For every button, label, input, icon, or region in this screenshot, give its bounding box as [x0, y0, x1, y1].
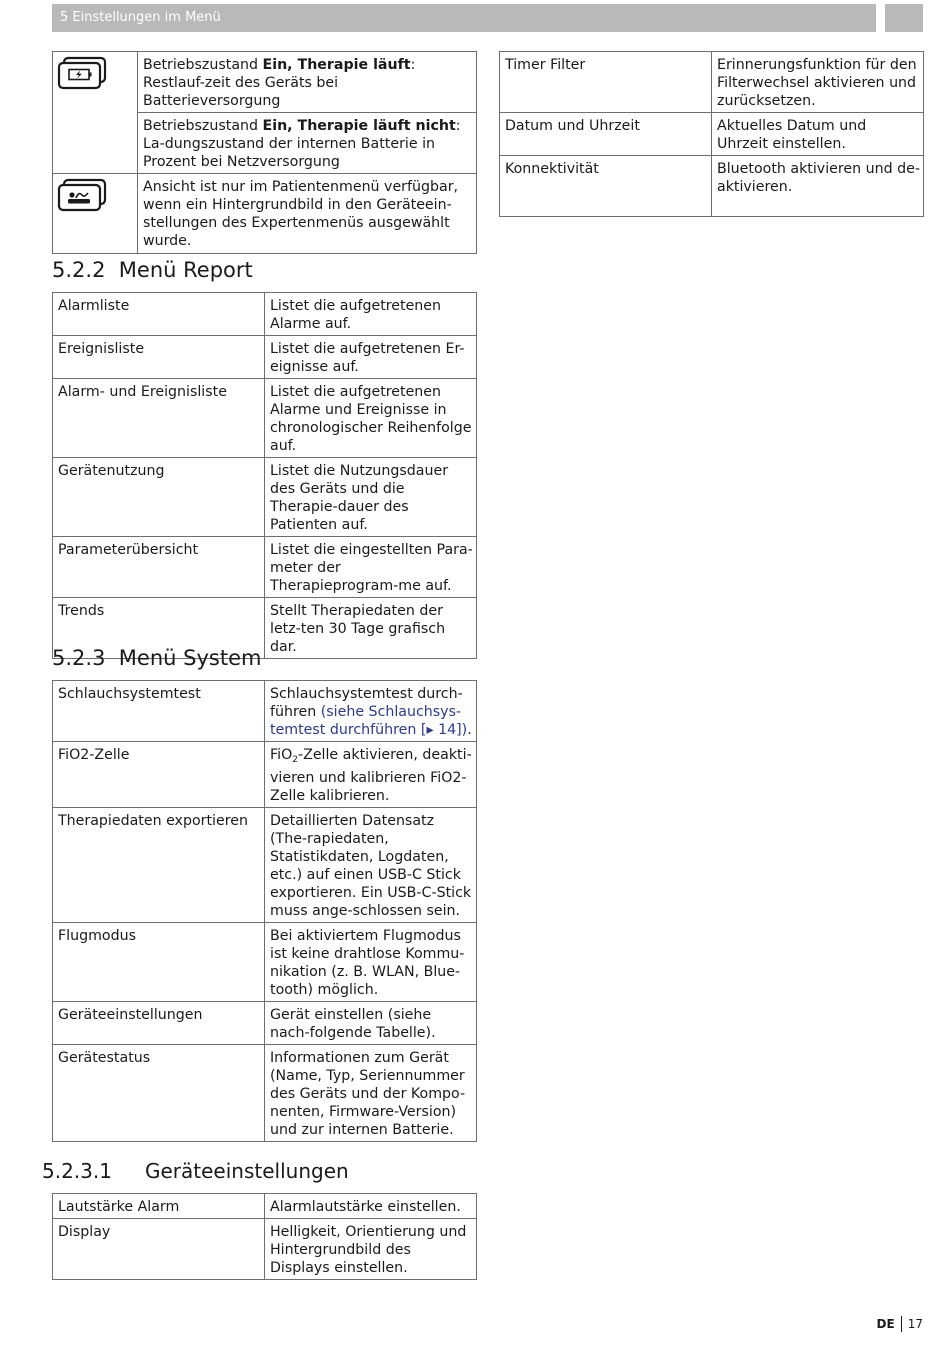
status-not-running-cell: Betriebszustand Ein, Therapie läuft nicht: La-dungszustand der internen Batterie in Prozent bei Netzversorgung [138, 113, 477, 174]
row-label: Alarm- und Ereignisliste [53, 379, 265, 458]
status-view-table [52, 51, 477, 254]
table-row [53, 379, 477, 458]
header-tab-block [885, 4, 923, 32]
row-label: Konnektivität [500, 156, 712, 217]
row-label: Gerätestatus [53, 1045, 265, 1142]
row-desc: Schlauchsystemtest durch-führen (siehe Schlauchsys-temtest durchführen [▸ 14]). [265, 681, 477, 742]
row-desc: Detaillierten Datensatz (The-rapiedaten, Statistikdaten, Logdaten, etc.) auf einen USB-C Stick exportieren. Ein USB-C-Stick muss ange-schlossen sein. [265, 808, 477, 923]
row-label: Therapiedaten exportieren [53, 808, 265, 923]
row-label: Geräteeinstellungen [53, 1002, 265, 1045]
page-number: 17 [907, 1317, 923, 1331]
running-header: 5 Einstellungen im Menü [52, 4, 876, 32]
row-desc: Bluetooth aktivieren und de-aktivieren. [712, 156, 924, 217]
table-row [53, 293, 477, 336]
table-row [53, 336, 477, 379]
subscript: 2 [292, 755, 298, 765]
row-desc: Informationen zum Gerät (Name, Typ, Seriennummer des Geräts und der Kompo-nenten, Firmware-Version) und zur internen Batterie. [265, 1045, 477, 1142]
language-code: DE [876, 1317, 895, 1331]
row-desc: Listet die aufgetretenen Er-eignisse auf. [265, 336, 477, 379]
battery-display-icon [57, 56, 107, 90]
status-not-running-bold: Ein, Therapie läuft nicht [262, 118, 456, 134]
row-label: Alarmliste [53, 293, 265, 336]
row-label: Timer Filter [500, 52, 712, 113]
page-footer [877, 1316, 923, 1332]
row-label: Trends [53, 598, 265, 659]
table-row [53, 742, 477, 808]
status-running-cell: Betriebszustand Ein, Therapie läuft: Restlauf-zeit des Geräts bei Batterieversorgung [138, 52, 477, 113]
table-row [53, 681, 477, 742]
section-heading-system: 5.2.3 Menü System [52, 646, 262, 670]
row-desc: Bei aktiviertem Flugmodus ist keine drahtlose Kommu-nikation (z. B. WLAN, Blue-tooth) möglich. [265, 923, 477, 1002]
row-desc: Erinnerungsfunktion für den Filterwechsel aktivieren und zurücksetzen. [712, 52, 924, 113]
table-row [53, 808, 477, 923]
row-desc: Alarmlautstärke einstellen. [265, 1194, 477, 1219]
table-row [53, 1045, 477, 1142]
row-label: Lautstärke Alarm [53, 1194, 265, 1219]
row-desc: Helligkeit, Orientierung und Hintergrundbild des Displays einstellen. [265, 1219, 477, 1280]
row-desc: Listet die Nutzungsdauer des Geräts und die Therapie-dauer des Patienten auf. [265, 458, 477, 537]
row-desc: Stellt Therapiedaten der letz-ten 30 Tage grafisch dar. [265, 598, 477, 659]
report-table [52, 292, 477, 659]
row-desc: FiO$_2$-Zelle aktivieren, deakti-vieren und kalibrieren FiO2-Zelle kalibrieren. [265, 742, 477, 808]
row-label: FiO2-Zelle [53, 742, 265, 808]
settings-table-right [499, 51, 924, 217]
table-row [53, 537, 477, 598]
patient-icon-cell [53, 174, 138, 254]
table-row [53, 923, 477, 1002]
patient-view-cell: Ansicht ist nur im Patientenmenü verfügbar, wenn ein Hintergrundbild in den Geräteein-stellungen des Expertenmenüs ausgewählt wurde. [138, 174, 477, 254]
footer-divider [901, 1316, 902, 1332]
row-label: Gerätenutzung [53, 458, 265, 537]
status-running-bold: Ein, Therapie läuft [262, 57, 411, 73]
table-row [500, 156, 924, 217]
row-label: Display [53, 1219, 265, 1280]
row-desc: Gerät einstellen (siehe nach-folgende Tabelle). [265, 1002, 477, 1045]
table-row [53, 1219, 477, 1280]
table-row [500, 52, 924, 113]
section-heading-report: 5.2.2 Menü Report [52, 258, 253, 282]
patient-background-display-icon [57, 178, 107, 212]
table-row [500, 113, 924, 156]
table-row [53, 1002, 477, 1045]
status-icon-cell [53, 52, 138, 174]
system-table [52, 680, 477, 1142]
table-row [53, 458, 477, 537]
cross-reference-link[interactable]: (siehe Schlauchsys-temtest durchführen [▸ 14]) [270, 704, 468, 738]
row-desc: Listet die aufgetretenen Alarme auf. [265, 293, 477, 336]
row-desc: Listet die eingestellten Para-meter der Therapieprogram-me auf. [265, 537, 477, 598]
row-desc: Listet die aufgetretenen Alarme und Ereignisse in chronologischer Reihenfolge auf. [265, 379, 477, 458]
row-label: Datum und Uhrzeit [500, 113, 712, 156]
row-desc: Aktuelles Datum und Uhrzeit einstellen. [712, 113, 924, 156]
table-row [53, 1194, 477, 1219]
section-heading-device-settings: 5.2.3.1 Geräteeinstellungen [42, 1159, 349, 1183]
row-label: Flugmodus [53, 923, 265, 1002]
row-label: Schlauchsystemtest [53, 681, 265, 742]
row-label: Ereignisliste [53, 336, 265, 379]
device-settings-table [52, 1193, 477, 1280]
row-label: Parameterübersicht [53, 537, 265, 598]
